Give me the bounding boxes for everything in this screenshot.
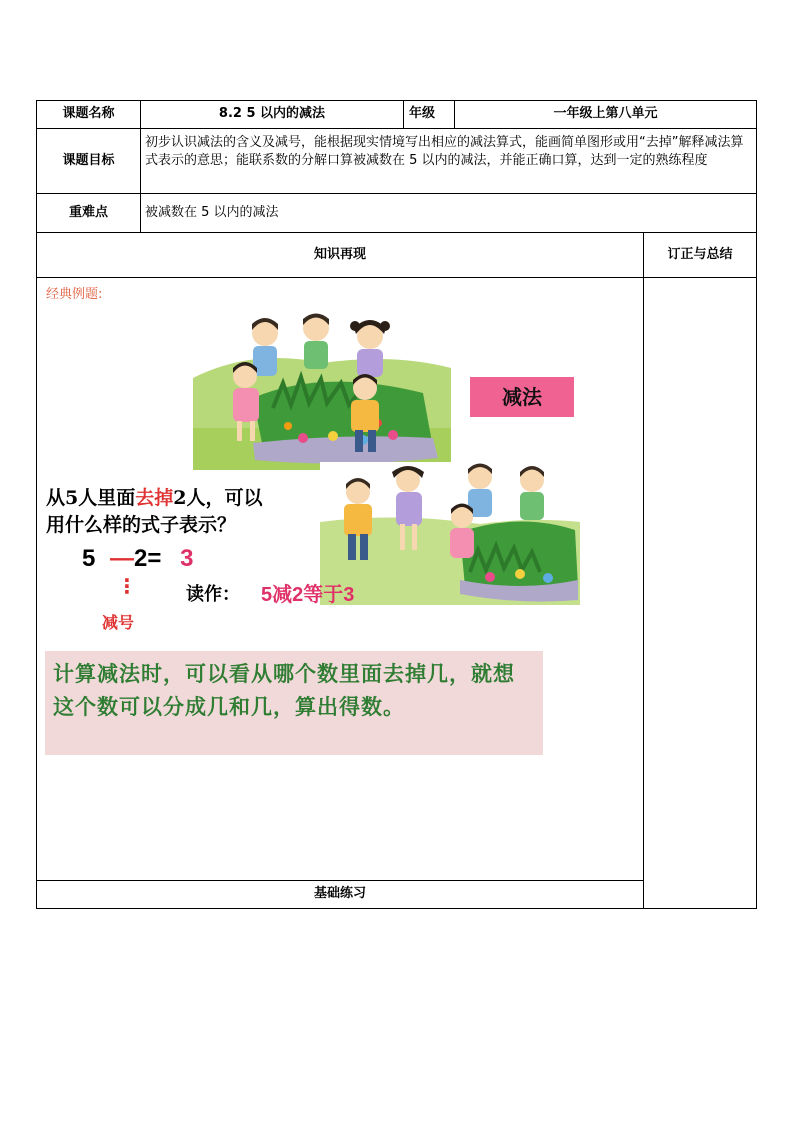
correction-label: 订正与总结 <box>667 247 733 262</box>
question-line-1 <box>46 483 262 510</box>
goal-label: 课题目标 <box>62 153 115 168</box>
eq-mid: 2= <box>134 545 162 572</box>
table-border-top <box>36 100 757 101</box>
course-name-label: 课题名称 <box>62 106 115 121</box>
garden-illustration-2 <box>320 462 580 605</box>
subtraction-tag: 减法 <box>470 377 574 417</box>
question-suffix: 2人，可以 <box>173 487 263 509</box>
table-border-bottom <box>36 908 757 909</box>
course-name-value: 8.2 5 以内的减法 <box>218 106 326 121</box>
row-divider <box>36 128 757 129</box>
minus-pointer-dots: ⋮ <box>117 574 137 598</box>
row-divider <box>36 880 643 881</box>
eq-minus: — <box>110 545 135 572</box>
key-label: 重难点 <box>68 205 108 220</box>
row-divider <box>36 232 757 233</box>
minus-sign-label: 减号 <box>102 613 135 632</box>
goal-text: 初步认识减法的含义及减号，能根据现实情境写出相应的减法算式，能画简单图形或用“去掉”解释减法算式表示的意思；能联系数的分解口算被减数在 5 以内的减法，并能正确口算，达到一定的熟练程度 <box>145 135 744 168</box>
key-text: 被减数在 5 以内的减法 <box>145 205 279 220</box>
col-divider <box>403 100 404 128</box>
grade-label: 年级 <box>409 106 436 121</box>
question-emph: 去掉 <box>135 487 174 509</box>
read-value: 5减2等于3 <box>261 584 355 606</box>
tip-text: 计算减法时，可以看从哪个数里面去掉几，就想这个数可以分成几和几，算出得数。 <box>53 661 515 719</box>
practice-label: 基础练习 <box>313 886 366 901</box>
tip-box <box>45 651 543 755</box>
example-label: 经典例题: <box>46 287 103 302</box>
table-border-right <box>756 100 757 909</box>
question-prefix: 从5人里面 <box>46 487 136 509</box>
garden-illustration-1 <box>193 308 451 470</box>
eq-left: 5 <box>82 545 96 572</box>
read-label: 读作： <box>186 584 240 605</box>
col-divider <box>643 232 644 909</box>
eq-result: 3 <box>180 545 194 572</box>
row-divider <box>36 193 757 194</box>
equation <box>82 545 193 573</box>
row-divider <box>36 277 757 278</box>
knowledge-label: 知识再现 <box>313 247 366 262</box>
question-line-2: 用什么样的式子表示？ <box>46 514 237 536</box>
grade-value: 一年级上第八单元 <box>553 106 658 121</box>
